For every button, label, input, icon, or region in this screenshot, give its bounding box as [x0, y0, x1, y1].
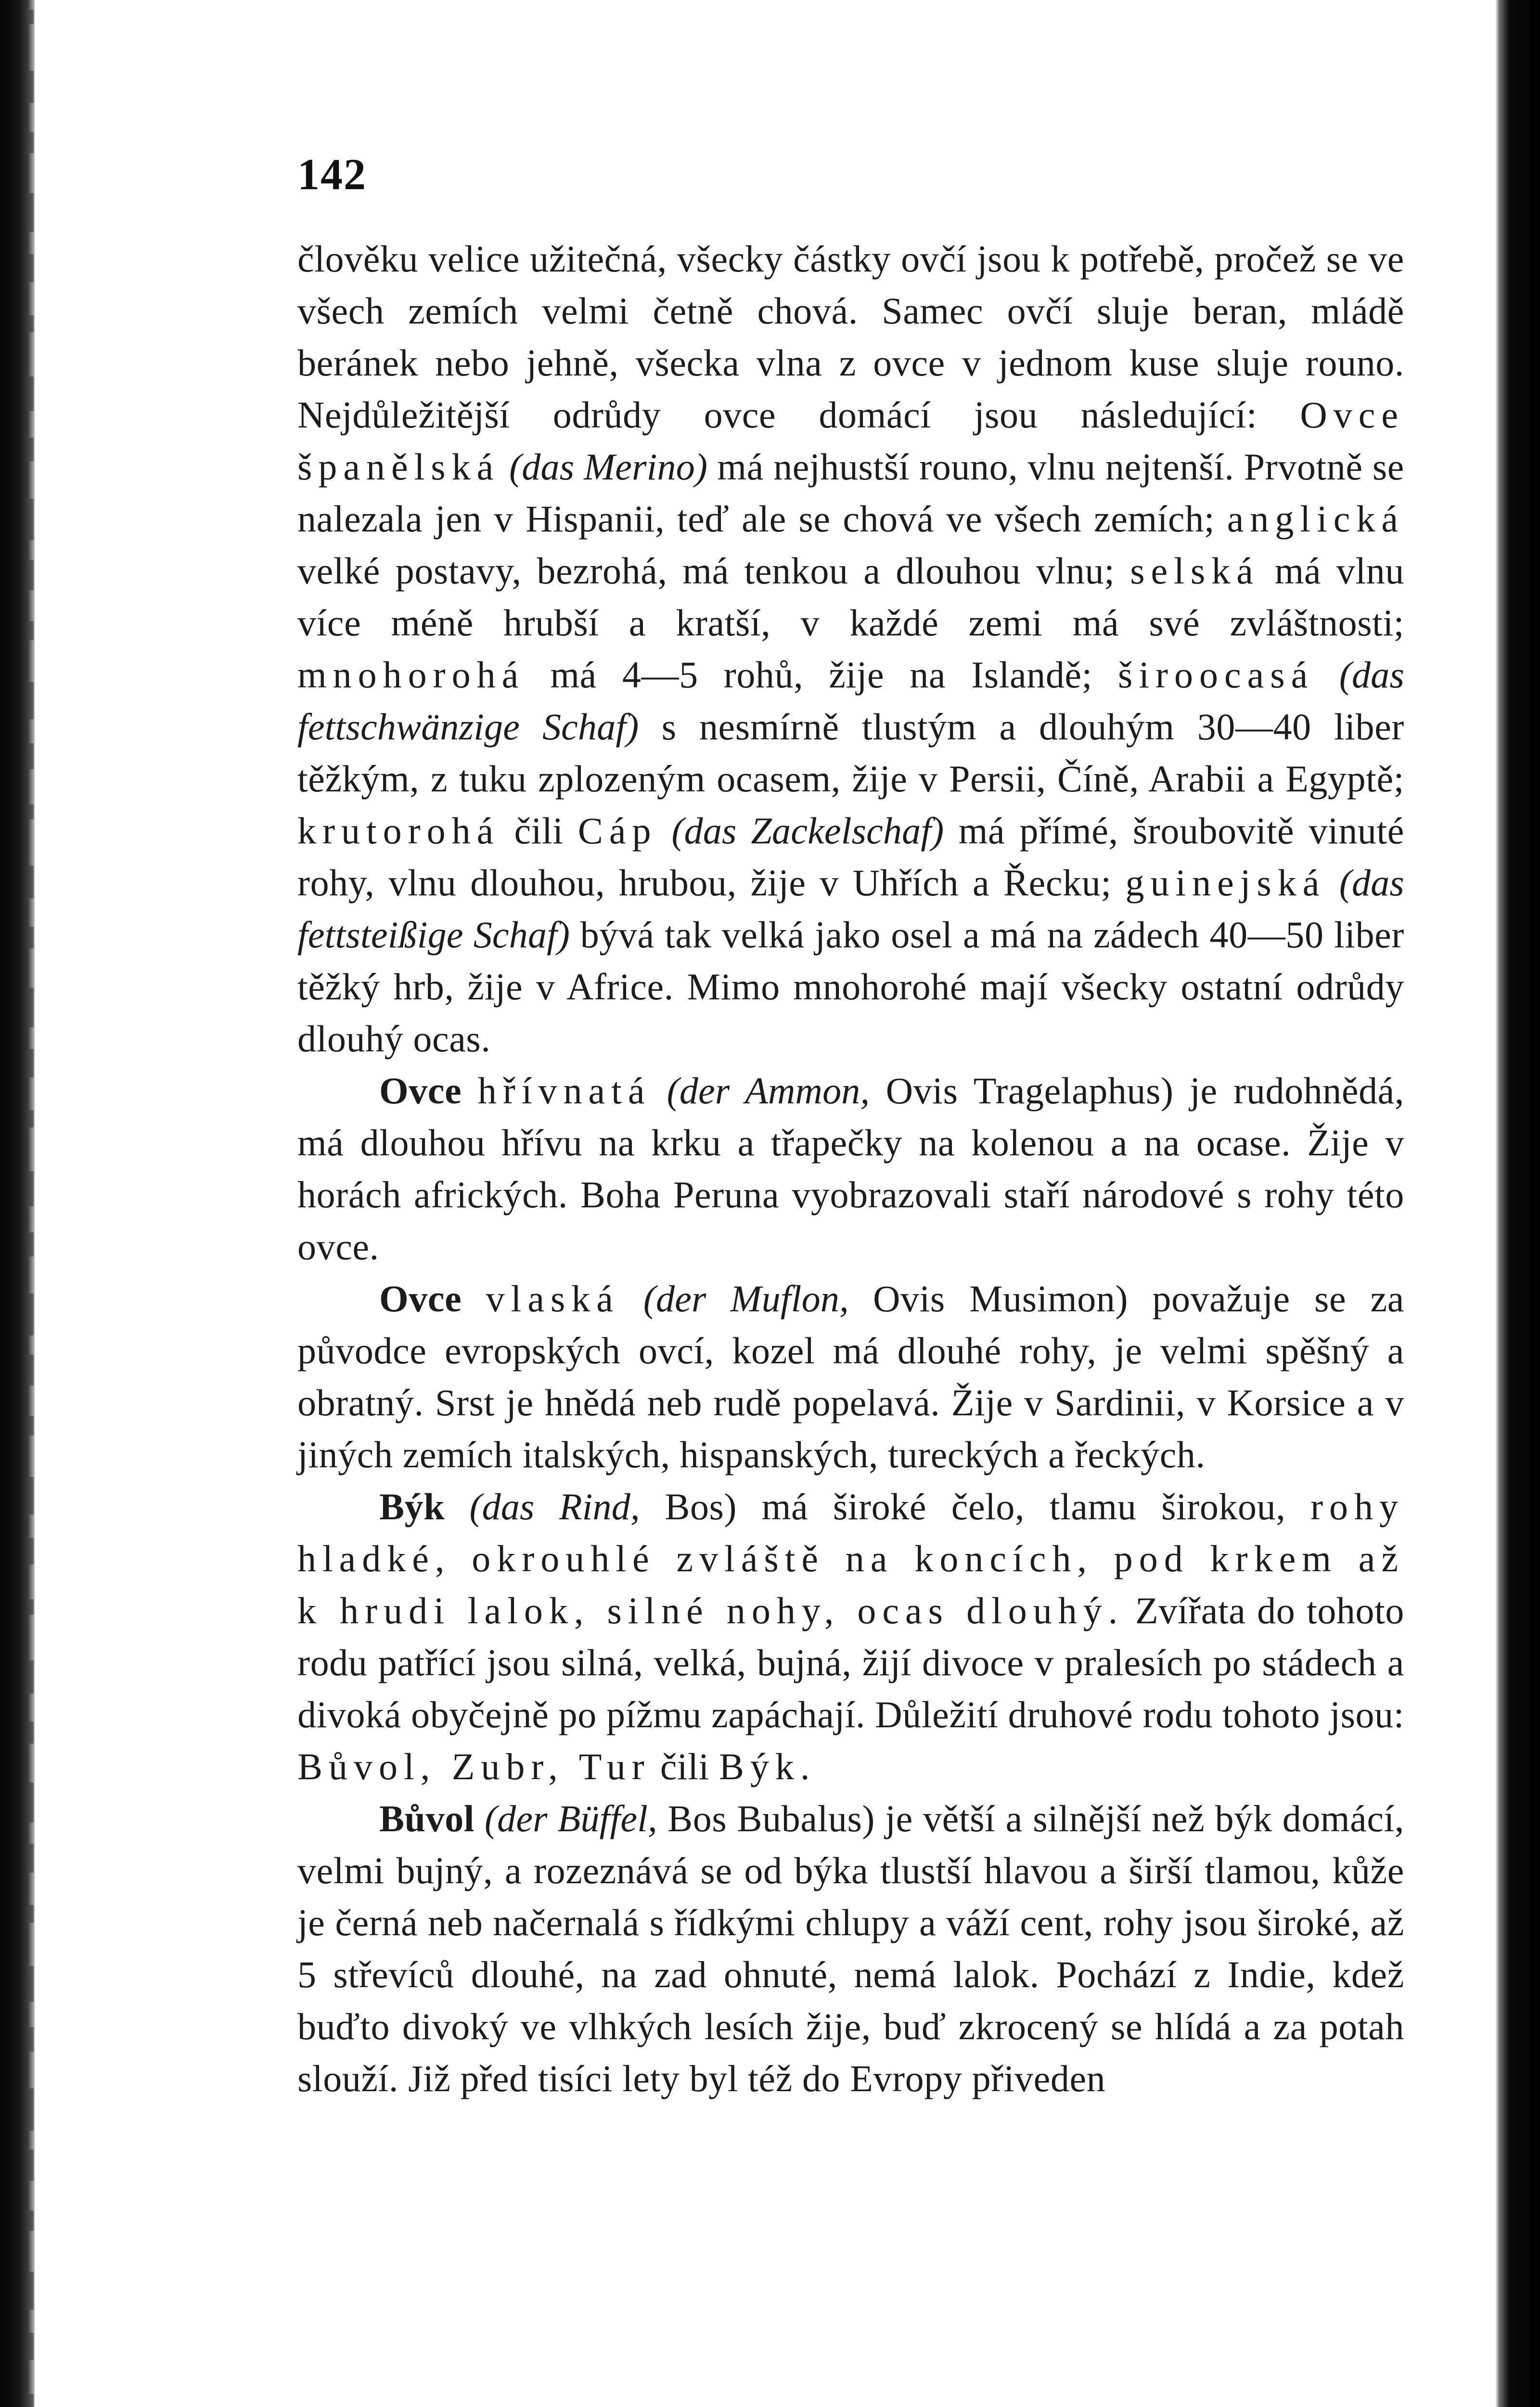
spaced-term: guinejská [1125, 862, 1326, 904]
text-run: Bos Bubalus) je větší a silnější než býk domácí, velmi bujný, a rozeznává se od býka tlustší hlavou a širší tlamou, kůže je černá neb načernalá s řídkými chlupy a váží cent, rohy jsou široké, až 5 střevíců dlouhé, na zad ohnuté, nemá lalok. Pochází z Indie, kdež buďto divoký ve vlhkých lesích žije, buď zkrocený se hlídá a za potah slouží. Již před tisíci lety byl též do Evropy přiveden [297, 1798, 1404, 2099]
text-run [462, 1278, 486, 1320]
bold-term: Ovce [379, 1070, 462, 1112]
spaced-term: selská [1130, 550, 1259, 592]
paragraph [297, 1065, 1404, 1273]
scan-speck [29, 1294, 34, 1335]
paragraph [297, 1273, 1404, 1481]
scan-speck [29, 1171, 34, 1206]
scan-speck [29, 1355, 34, 1385]
page-number: 142 [297, 150, 367, 199]
scan-speck [29, 1049, 34, 1077]
scan-speck [29, 2088, 34, 2131]
paragraph [297, 1481, 1404, 1793]
spaced-term: Býk. [719, 1746, 816, 1787]
german-term: (das Merino) [500, 446, 708, 488]
scan-speck [29, 2394, 34, 2407]
scan-speck [29, 1477, 34, 1514]
scan-speck [29, 376, 34, 411]
german-term: (das Zackelschaf) [657, 810, 944, 852]
text-run: čili [650, 1746, 719, 1787]
text-run: má vlnu více méně hrubší a kratší, v každé zemi má své zvláštnosti; [297, 550, 1405, 644]
spaced-term: Ovce španělská [297, 394, 1404, 488]
scan-speck [29, 682, 34, 719]
scan-speck [29, 1660, 34, 1694]
text-run: člověku velice užitečná, všecky částky ovčí jsou k potřebě, pročež se ve všech zemích velmi četně chová. Samec ovčí sluje beran, mládě beránek nebo jehně, všecka vlna z ovce v jednom kuse sluje rouno. Nejdůležitější odrůdy ovce domácí jsou následující: [297, 238, 1404, 436]
text-run: bývá tak velká jako osel a má na zádech 40—50 liber těžký hrb, žije v Africe. Mimo mnohorohé mají všecky ostatní odrůdy dlouhý ocas. [297, 914, 1404, 1060]
scan-speck [29, 927, 34, 948]
scan-speck [29, 1966, 34, 2002]
spaced-term: široocasá [1117, 654, 1314, 696]
scan-speck [29, 743, 34, 769]
bold-term: Býk [379, 1486, 445, 1527]
spaced-term: mnohorohá [297, 654, 525, 696]
scan-speck [29, 621, 34, 640]
scan-speck [29, 438, 34, 461]
scan-speck [29, 1721, 34, 1744]
text-run: Ovis Musimon) považuje se za původce evropských ovcí, kozel má dlouhé rohy, je velmi spěšný a obratný. Srst je hnědá neb rudě popelavá. Žije v Sardinii, v Korsice a v jiných zemích italských, hispanských, tureckých a řeckých. [297, 1278, 1404, 1475]
german-term: (der Muflon, [619, 1278, 849, 1320]
scan-speck [29, 1599, 34, 1615]
scan-speck [29, 10, 34, 24]
scan-speck [29, 1783, 34, 1823]
scan-speck [29, 1538, 34, 1565]
spaced-term: krutorohá [297, 810, 500, 852]
scan-speck [29, 866, 34, 898]
german-term: (der Ammon, [651, 1070, 870, 1112]
spaced-term: vlaská [486, 1278, 619, 1320]
spaced-term: Bůvol, Zubr, Tur [297, 1746, 651, 1787]
paragraph [297, 1793, 1404, 2105]
scan-speck [29, 2333, 34, 2360]
text-run: s nesmírně tlustým a dlouhým 30—40 liber těžkým, z tuku zplozeným ocasem, žije v Persii, Číně, Arabii a Egyptě; [297, 706, 1404, 800]
spaced-term: Cáp [578, 810, 657, 852]
scan-speck [29, 132, 34, 153]
text-run [462, 1070, 478, 1112]
german-term: (das fettsteißige Schaf) [297, 862, 1404, 956]
scan-speck [29, 1110, 34, 1127]
scan-right-edge [1496, 0, 1540, 2407]
scan-speck [29, 2027, 34, 2052]
scan-speck [29, 988, 34, 1027]
scan-speck [29, 804, 34, 819]
text-run: Ovis Tragelaphus) je rudohnědá, má dlouhou hřívu na krku a třapečky na kolenou a na ocase. Žije v horách afrických. Boha Peruna vyobrazovali staří národové s rohy této ovce. [297, 1070, 1405, 1268]
scan-speck [29, 71, 34, 103]
scan-speck [29, 1232, 34, 1256]
paragraph [297, 233, 1404, 1065]
text-run: má nejhustší rouno, vlnu nejtenší. Prvotně se nalezala jen v Hispanii, teď ale se chová ve všech zemích; [297, 446, 1404, 540]
scan-speck [29, 560, 34, 590]
scan-speck [29, 1416, 34, 1436]
scan-speck [29, 2149, 34, 2181]
scan-speck [29, 2272, 34, 2310]
scan-speck [29, 499, 34, 540]
text-run: má 4—5 rohů, žije na Islandě; [525, 654, 1118, 696]
scan-speck [29, 254, 34, 282]
text-run: velké postavy, bezrohá, má tenkou a dlouhou vlnu; [297, 550, 1130, 592]
scan-speck [29, 193, 34, 232]
spaced-term: hřívnatá [477, 1070, 651, 1112]
german-term: (das Rind, [445, 1486, 640, 1527]
german-term: (der Büffel, [475, 1798, 657, 1839]
text-run: má přímé, šroubovitě vinuté rohy, vlnu dlouhou, hrubou, žije v Uhřích a Řecku; [297, 810, 1405, 904]
scan-speck [29, 1844, 34, 1873]
german-term: (das fettschwänzige Schaf) [297, 654, 1404, 748]
text-run: Zvířata do tohoto rodu patřící jsou silná, velká, bujná, žijí divoce v pralesích po stádech a divoká obyčejně po pížmu zapáchají. Důležití druhové rodu tohoto jsou: [297, 1590, 1405, 1735]
scan-speck [29, 315, 34, 332]
text-run: čili [500, 810, 578, 852]
spaced-term: rohy hladké, okrouhlé zvláště na koncích, pod krkem až k hrudi lalok, silné nohy, ocas dlouhý. [297, 1486, 1404, 1631]
text-run: Bos) má široké čelo, tlamu širokou, [640, 1486, 1311, 1527]
spaced-term: anglická [1227, 498, 1404, 540]
bold-term: Bůvol [379, 1798, 475, 1839]
bold-term: Ovce [379, 1278, 462, 1320]
body-text [297, 233, 1404, 2105]
scan-speck [29, 2211, 34, 2231]
scan-speck [29, 1905, 34, 1923]
